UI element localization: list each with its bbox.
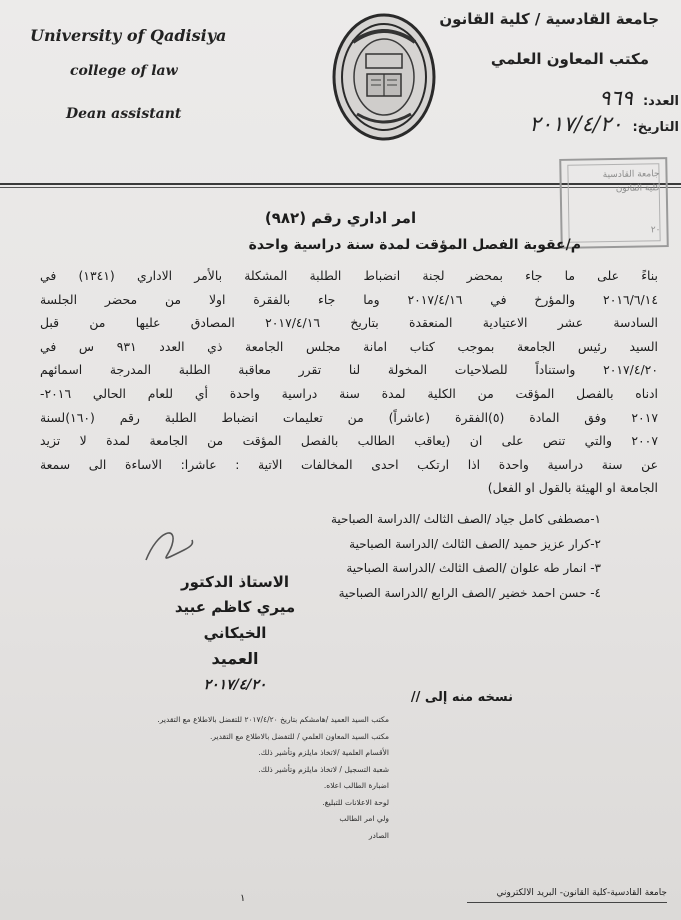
copy-item: لوحة الاعلانات للتبليغ. bbox=[322, 797, 389, 807]
signature-name: ميري كاظم عبيد الخيكاني bbox=[174, 598, 296, 642]
copy-item: الصادر bbox=[368, 830, 389, 840]
header-ministry-ar: جامعة القادسية / كلية القانون bbox=[439, 10, 659, 28]
body-line: عن سنة دراسية واحدة اذا ارتكب احدى المخالفات الاتية : عاشرا: الاساءة الى سمعة bbox=[40, 456, 658, 472]
number-label: العدد: bbox=[642, 94, 679, 109]
header-office-ar: مكتب المعاون العلمي bbox=[490, 50, 649, 68]
signature-title: الاستاذ الدكتور bbox=[180, 573, 290, 591]
footer-divider bbox=[467, 902, 667, 903]
body-line: ٢٠١٧/٤/٢٠ واستناداً للصلاحيات المخولة لنا تقرر معاقبة الطلبة المدرجة اسمائهم bbox=[40, 362, 658, 378]
header-office-en: Dean assistant bbox=[66, 106, 182, 122]
order-body bbox=[40, 264, 658, 500]
body-line: ٢٠٠٧ والتي تنص على ان (يعاقب الطالب بالفصل المؤقت من الجامعة لمدة لا تزيد bbox=[40, 433, 658, 449]
signature-block bbox=[150, 570, 320, 698]
date-value: ٢٠١٧/٤/٢٠ bbox=[529, 112, 623, 136]
student-item: ٣- انمار طه علوان /الصف الثالث /الدراسة الصباحية bbox=[346, 561, 601, 575]
body-line: ٢٠١٧ وفق المادة (٥)الفقرة (عاشراً) من تعليمات انضباط الطلبة رقم (١٦٠)لسنة bbox=[40, 409, 659, 425]
copy-item: الأقسام العلمية /لاتخاذ مايلزم وتأشير ذلك. bbox=[258, 748, 389, 757]
students-list bbox=[331, 507, 601, 605]
student-item: ١-مصطفى كامل جياد /الصف الثالث /الدراسة الصباحية bbox=[330, 512, 601, 526]
copies-heading: نسخه منه إلى // bbox=[410, 690, 513, 705]
body-line: ٢٠١٦/٦/١٤ والمؤرخ في ٢٠١٧/٤/١٦ وما جاء بالفقرة اولا من محضر الجلسة bbox=[40, 291, 658, 307]
header-university-en: University of Qadisiya bbox=[30, 26, 227, 45]
copy-item: مكتب السيد العميد /هامشكم بتاريخ ٢٠١٧/٤/٢٠ للتفضل بالاطلاع مع التقدير. bbox=[157, 715, 389, 724]
body-line: السادسة عشر الاعتيادية المنعقدة بتاريخ ٢٠١٧/٤/١٦ المصادق عليها من قبل bbox=[40, 315, 658, 331]
signature-date: ٢٠١٧/٤/٢٠ bbox=[203, 677, 267, 693]
student-item: ٢-كرار عزيز حميد /الصف الثالث /الدراسة الصباحية bbox=[349, 536, 601, 551]
university-seal-icon bbox=[331, 12, 437, 142]
copies-list bbox=[157, 712, 389, 844]
page-number: ١ bbox=[240, 893, 246, 904]
body-line: الجامعة او الهيئة بالقول او الفعل) bbox=[487, 480, 658, 496]
signature-position: العميد bbox=[211, 649, 259, 668]
body-line: السيد رئيس الجامعة بموجب كتاب امانة مجلس الجامعة ذي العدد ٩٣١ س في bbox=[40, 338, 658, 354]
copy-item: اضبارة الطالب اعلاه. bbox=[323, 781, 389, 790]
date-label: التاريخ: bbox=[632, 120, 679, 135]
received-stamp bbox=[559, 157, 669, 249]
handwritten-signature-icon bbox=[138, 520, 198, 570]
header-college-en: college of law bbox=[70, 63, 178, 79]
stamp-line-2: كلية القانون bbox=[615, 183, 660, 194]
document-number bbox=[599, 86, 679, 110]
body-line: ادناه بالفصل المؤقت من الكلية لمدة سنة دراسية واحدة أي للعام الحالي ٢٠١٦- bbox=[40, 385, 658, 401]
number-value: ٩٦٩ bbox=[599, 86, 633, 110]
copy-item: مكتب السيد المعاون العلمي / للتفضل بالاطلاع مع التقدير. bbox=[209, 731, 389, 741]
stamp-line-1: جامعة القادسية bbox=[602, 169, 660, 181]
order-subject: م/عقوبة الفصل المؤقت لمدة سنة دراسية واحدة bbox=[248, 237, 581, 253]
order-title: امر اداري رقم (٩٨٢) bbox=[264, 209, 417, 227]
stamp-line-3: ٢٠ bbox=[650, 225, 661, 236]
copy-item: شعبة التسجيل / لاتخاذ مايلزم وتأشير ذلك. bbox=[258, 764, 389, 774]
copy-item: ولي امر الطالب bbox=[339, 814, 389, 823]
body-line: بناءً على ما جاء بمحضر لجنة انضباط الطلبة المشكلة بالأمر الاداري (١٣٤١) في bbox=[40, 268, 658, 283]
document-date bbox=[529, 112, 679, 136]
footer-text: جامعة القادسية-كلية القانون- البريد الالكتروني bbox=[496, 888, 667, 898]
student-item: ٤- حسن احمد خضير /الصف الرابع /الدراسة الصباحية bbox=[338, 585, 601, 600]
